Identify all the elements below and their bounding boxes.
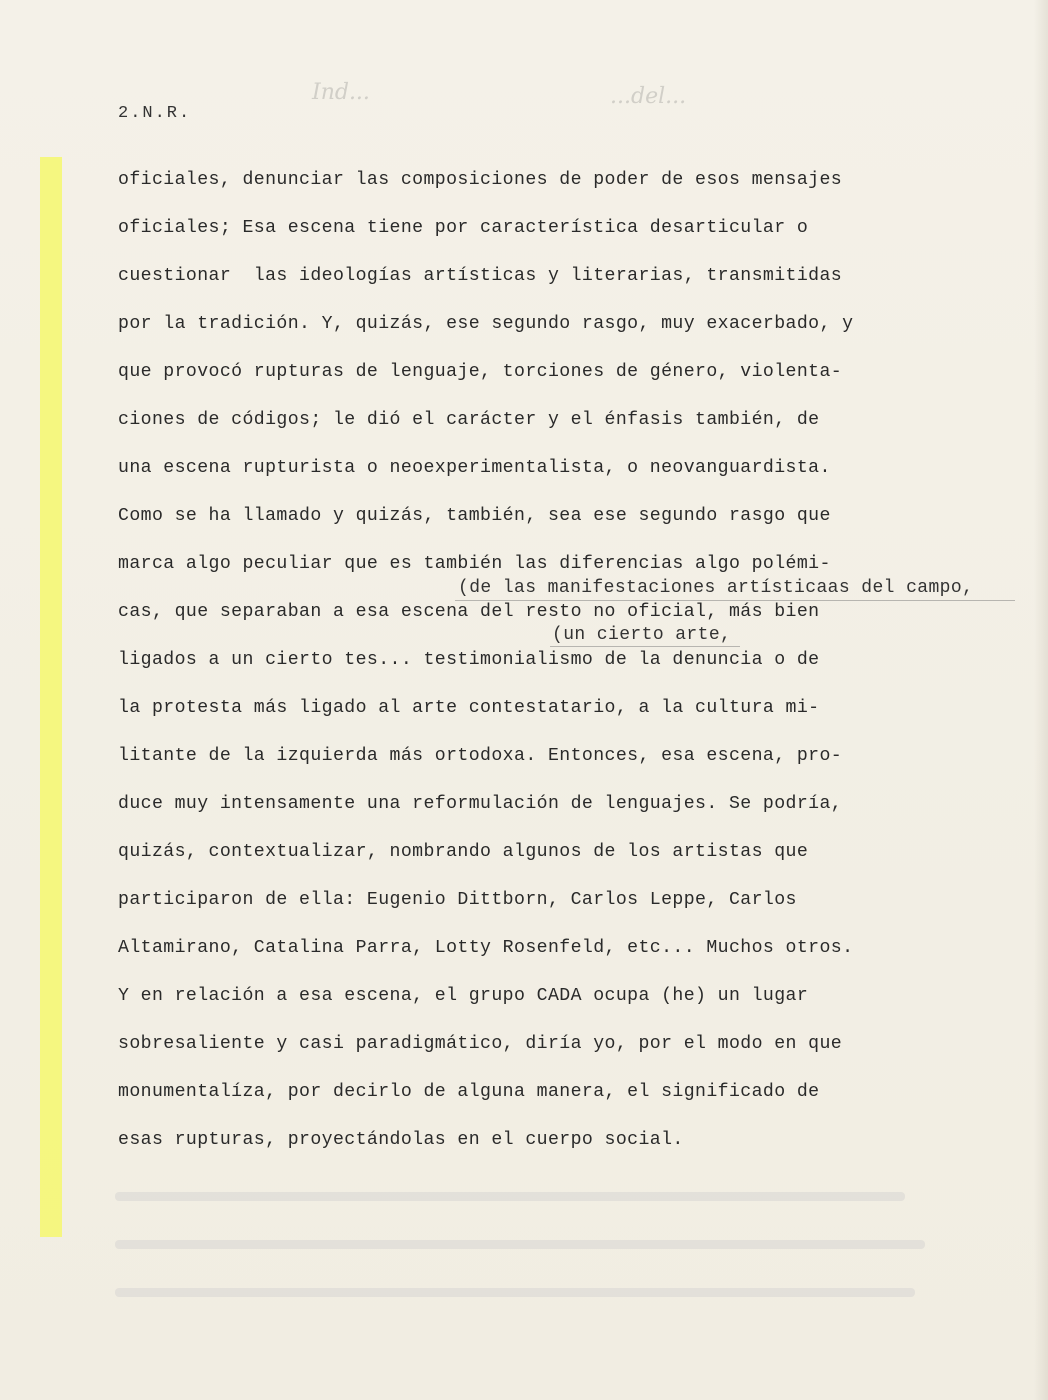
erased-text-smudge: [115, 1240, 925, 1249]
faint-bleedthrough-text: Ind...: [312, 80, 370, 105]
text-line: una escena rupturista o neoexperimentalista, o neovanguardista.: [118, 458, 831, 478]
text-line: que provocó rupturas de lenguaje, torciones de género, violenta-: [118, 362, 843, 382]
text-line: por la tradición. Y, quizás, ese segundo rasgo, muy exacerbado, y: [118, 314, 854, 334]
text-line: esas rupturas, proyectándolas en el cuerpo social.: [118, 1130, 684, 1150]
text-line: participaron de ella: Eugenio Dittborn, Carlos Leppe, Carlos: [118, 890, 797, 910]
handwritten-insertion: (un cierto arte,: [552, 625, 732, 645]
text-line: quizás, contextualizar, nombrando algunos de los artistas que: [118, 842, 809, 862]
yellow-highlighter-mark: [40, 157, 62, 1237]
erased-text-smudge: [115, 1288, 915, 1297]
text-line: cuestionar las ideologías artísticas y literarias, transmitidas: [118, 266, 843, 286]
text-line: sobresaliente y casi paradigmático, diría yo, por el modo en que: [118, 1034, 843, 1054]
typewritten-paragraph: [118, 165, 938, 1173]
text-line: Como se ha llamado y quizás, también, sea ese segundo rasgo que: [118, 506, 831, 526]
page-edge-shadow: [1034, 0, 1048, 1400]
text-line: oficiales; Esa escena tiene por característica desarticular o: [118, 218, 809, 238]
text-line: cas, que separaban a esa escena del resto no oficial, más bien: [118, 602, 820, 622]
text-line: duce muy intensamente una reformulación de lenguajes. Se podría,: [118, 794, 843, 814]
text-line: litante de la izquierda más ortodoxa. Entonces, esa escena, pro-: [118, 746, 843, 766]
text-line: Y en relación a esa escena, el grupo CADA ocupa (he) un lugar: [118, 986, 809, 1006]
page-number: 2.N.R.: [118, 104, 192, 123]
text-line: oficiales, denunciar las composiciones de poder de esos mensajes: [118, 170, 843, 190]
handwritten-insertion: (de las manifestaciones artísticaas del campo,: [458, 578, 974, 598]
text-line: la protesta más ligado al arte contestatario, a la cultura mi-: [118, 698, 820, 718]
text-line: ligados a un cierto tes... testimonialismo de la denuncia o de: [118, 650, 820, 670]
text-line: marca algo peculiar que es también las diferencias algo polémi-: [118, 554, 831, 574]
erased-text-smudge: [115, 1192, 905, 1201]
text-line: ciones de códigos; le dió el carácter y el énfasis también, de: [118, 410, 820, 430]
text-line: monumentalíza, por decirlo de alguna manera, el significado de: [118, 1082, 820, 1102]
text-line: Altamirano, Catalina Parra, Lotty Rosenfeld, etc... Muchos otros.: [118, 938, 854, 958]
faint-bleedthrough-text: ...del...: [610, 84, 687, 109]
